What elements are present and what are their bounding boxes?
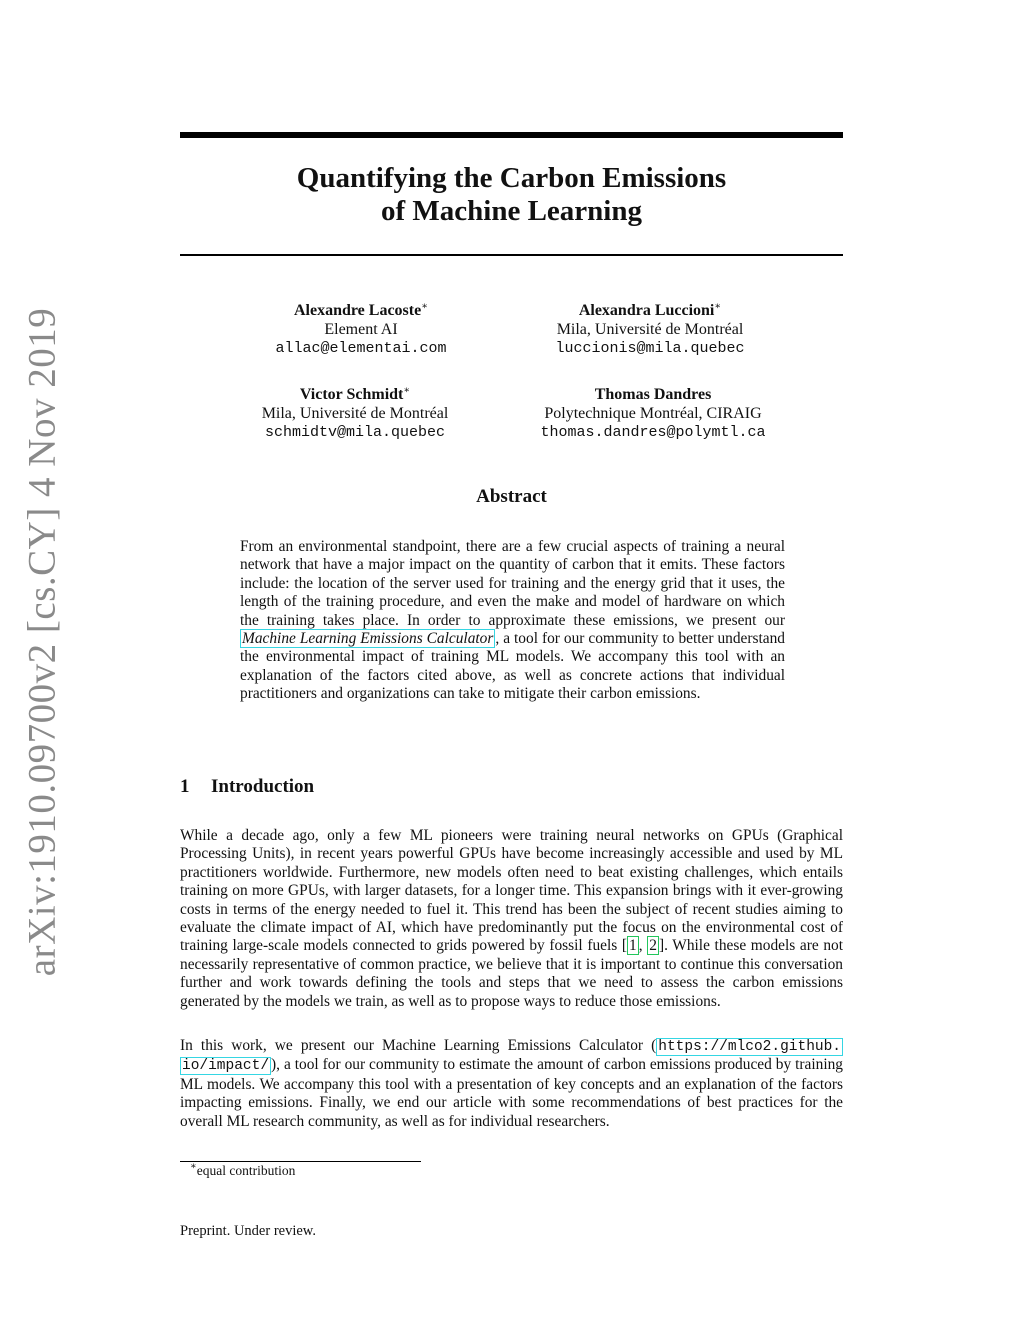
title-bottom-rule: [180, 254, 843, 256]
section-title: Introduction: [211, 776, 315, 797]
author-affiliation: Mila, Université de Montréal: [261, 405, 449, 422]
section-number: 1: [180, 776, 190, 797]
title-line-2: of Machine Learning: [381, 195, 642, 227]
abstract-text: [240, 538, 785, 704]
equal-contribution-mark: ∗: [421, 301, 429, 312]
title-top-rule: [180, 132, 843, 138]
author-email[interactable]: thomas.dandres@polymtl.ca: [540, 424, 766, 441]
author-email[interactable]: schmidtv@mila.quebec: [264, 424, 446, 441]
intro-paragraph-1: [180, 827, 843, 1011]
author-block: [500, 301, 800, 358]
citation-separator: ,: [638, 937, 648, 955]
preprint-note: Preprint. Under review.: [180, 1223, 316, 1239]
abstract-heading: Abstract: [476, 486, 547, 507]
footnote-text: equal contribution: [196, 1163, 296, 1178]
footnote-rule: [180, 1161, 421, 1162]
author-email[interactable]: luccionis@mila.quebec: [555, 340, 745, 357]
citation-link[interactable]: 1: [629, 937, 637, 955]
paragraph-text: While a decade ago, only a few ML pioneers were training neural networks on GPUs (Graphical Processing Units), in recent years powerful GPUs have become increasingly accessible and used by ML practitioners worldwide. Furthermore, new models often need to beat existing challenges, which entails training on more GPUs, with larger datasets, for a longer time. This expansion brings with it ever-growing costs in terms of the energy needed to fuel it. This trend has been the subject of recent studies aiming to evaluate the climate impact of AI, which have predominantly put the focus on the environmental cost of training large-scale models connected to grids powered by fossil fuels [: [180, 827, 843, 955]
abstract-text-start: From an environmental standpoint, there are a few crucial aspects of training a neural network that have a major impact on the quantity of carbon that it emits. These factors include: the location of the server used for training and the energy grid that it uses, the length of the training procedure, and even the make and model of hardware on which the training takes place. In order to approximate these emissions, we present our: [240, 538, 785, 629]
author-name: Victor Schmidt: [299, 386, 404, 403]
url-link[interactable]: https://mlco2.github.: [658, 1039, 841, 1055]
intro-paragraph-2: [180, 1037, 843, 1131]
calculator-link[interactable]: Machine Learning Emissions Calculator: [242, 630, 494, 648]
footnote: [190, 1163, 295, 1179]
paper-title: [180, 162, 843, 228]
author-email[interactable]: allac@elementai.com: [275, 340, 447, 357]
citation-link[interactable]: 2: [649, 937, 657, 955]
section-heading: [180, 776, 314, 798]
paragraph-text: ), a tool for our community to estimate the amount of carbon emissions produced by training ML models. We accompany this tool with a presentation of key concepts and an explanation of the factors impacting emissions. Finally, we end our article with some recommendations of best practices for the overall ML research community, as well as for individual researchers.: [180, 1056, 843, 1130]
title-line-1: Quantifying the Carbon Emissions: [296, 162, 727, 194]
author-block: [211, 301, 511, 358]
author-name: Alexandre Lacoste: [293, 302, 422, 319]
url-link[interactable]: io/impact/: [182, 1058, 270, 1075]
equal-contribution-mark: ∗: [714, 301, 722, 312]
author-affiliation: Polytechnique Montréal, CIRAIG: [544, 405, 762, 422]
author-name: Thomas Dandres: [594, 386, 712, 403]
author-affiliation: Element AI: [324, 321, 398, 338]
footnote-mark: ∗: [190, 1161, 197, 1172]
paragraph-text: In this work, we present our Machine Learning Emissions Calculator (: [180, 1037, 657, 1054]
equal-contribution-mark: ∗: [403, 385, 411, 396]
paragraph-text: ]. While these models are not necessarily representative of common practice, we believe that it is important to continue this conversation further and work towards defining the tools and steps that we need to assess the carbon emissions generated by the models we train, as well as to propose ways to reduce those emissions.: [180, 937, 844, 1010]
author-affiliation: Mila, Université de Montréal: [556, 321, 744, 338]
author-name: Alexandra Luccioni: [578, 302, 715, 319]
author-block: [205, 385, 505, 442]
arxiv-stamp: arXiv:1910.09700v2 [cs.CY] 4 Nov 2019: [20, 307, 64, 977]
author-block: [503, 385, 803, 442]
abstract-text-end: , a tool for our community to better understand the environmental impact of training ML models. We accompany this tool with an explanation of the factors cited above, as well as concrete actions that individual practitioners and organizations can take to mitigate their carbon emissions.: [240, 630, 785, 703]
